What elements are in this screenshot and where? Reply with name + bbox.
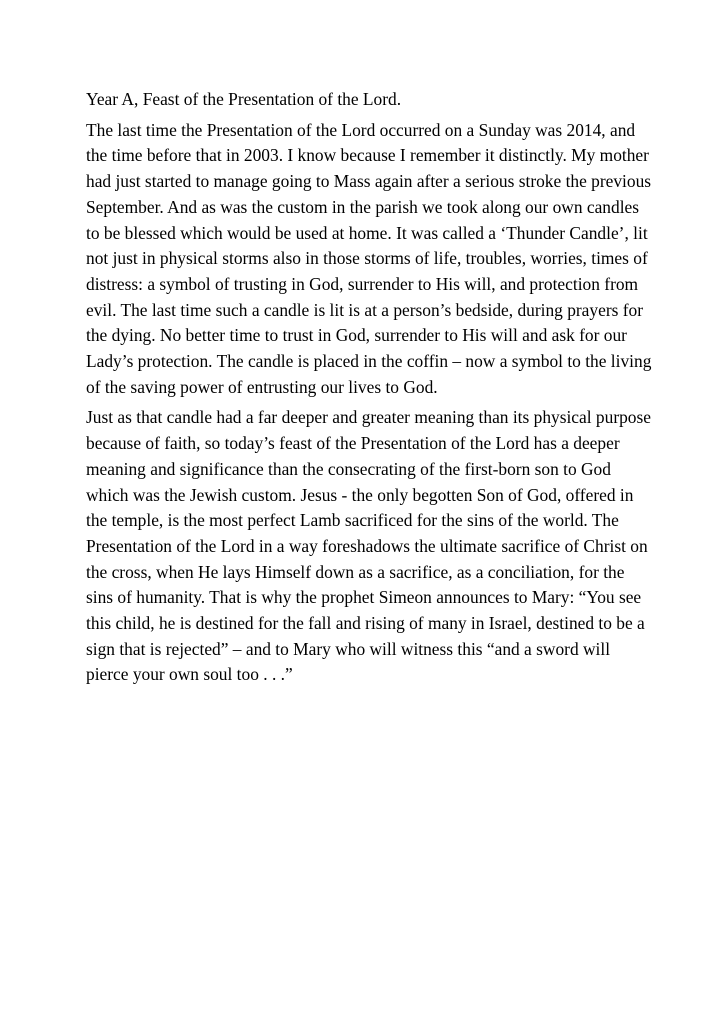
document-page	[86, 87, 652, 688]
paragraph-thunder-candle: The last time the Presentation of the Lord occurred on a Sunday was 2014, and the time before that in 2003. I know because I remember it distinctly. My mother had just started to manage going to Mass again after a serious stroke the previous September. And as was the custom in the parish we took along our own candles to be blessed which would be used at home. It was called a ‘Thunder Candle’, lit not just in physical storms also in those storms of life, troubles, worries, times of distress: a symbol of trusting in God, surrender to His will, and protection from evil. The last time such a candle is lit is at a person’s bedside, during prayers for the dying. No better time to trust in God, surrender to His will and ask for our Lady’s protection. The candle is placed in the coffin – now a symbol to the living of the saving power of entrusting our lives to God.	[86, 119, 652, 397]
document-title: Year A, Feast of the Presentation of the Lord.	[86, 89, 402, 109]
paragraph-presentation-meaning: Just as that candle had a far deeper and greater meaning than its physical purpose because of faith, so today’s feast of the Presentation of the Lord has a deeper meaning and significance than the consecrating of the first-born son to God which was the Jewish custom. Jesus - the only begotten Son of God, offered in the temple, is the most perfect Lamb sacrificed for the sins of the world. The Presentation of the Lord in a way foreshadows the ultimate sacrifice of Christ on the cross, when He lays Himself down as a sacrifice, as a conciliation, for the sins of humanity. That is why the prophet Simeon announces to Mary: “You see this child, he is destined for the fall and rising of many in Israel, destined to be a sign that is rejected” – and to Mary who will witness this “and a sword will pierce your own soul too . . .”	[86, 407, 651, 685]
